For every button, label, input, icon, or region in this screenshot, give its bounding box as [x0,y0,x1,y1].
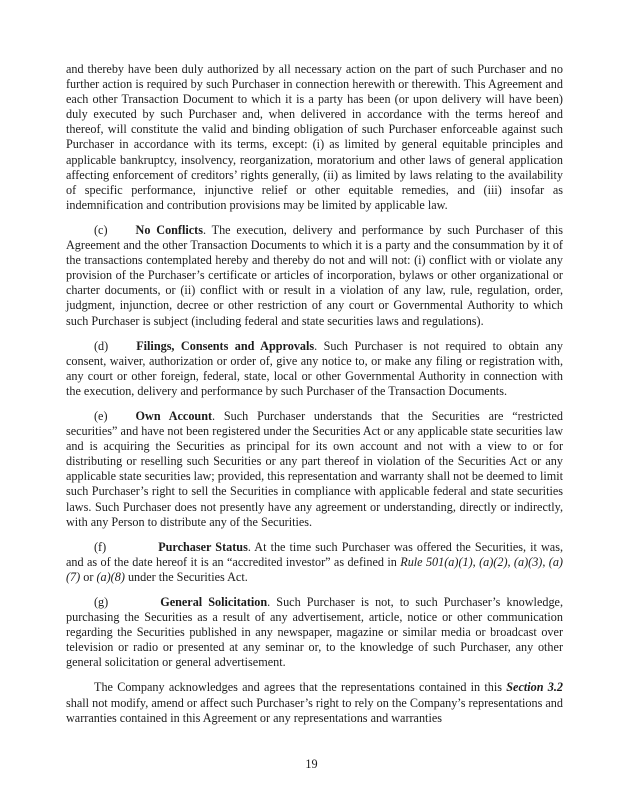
paragraph [66,409,563,530]
tab-spacer [108,419,136,420]
tab-spacer [108,349,136,350]
text-run: Section 3.2 [506,680,563,695]
text-run: Purchaser Status [158,539,248,554]
text-run: . Such Purchaser understands that the Securities are “restricted securities” and have not been registered under the Securities Act or any applicable state securities law and is acquiring the Securities as principal for its own account and not with a view to or for distributing or reselling such Securities or any part thereof in violation of the Securities Act or any applicable state securities law; provided, this representation and warranty shall not be deemed to limit such Purchaser’s right to sell the Securities in compliance with applicable federal and state securities laws. Such Purchaser does not presently have any agreement or understanding, directly or indirectly, with any Person to distribute any of the Securities. [66,408,563,529]
page-number: 19 [305,757,318,771]
paragraph-letter: (c) [94,222,108,237]
text-run: shall not modify, amend or affect such Purchaser’s right to rely on the Company’s representations and warranties contained in this Agreement or any representations and warranties [66,695,563,725]
tab-spacer [108,605,160,606]
text-run: . Such Purchaser is not required to obtain any consent, waiver, authorization or order of, give any notice to, or make any filing or registration with, any court or other foreign, federal, state, local or other Governmental Authority in connection with the execution, delivery and performance by such Purchaser of the Transaction Documents. [66,338,563,398]
paragraph [66,595,563,670]
text-run: or [80,569,97,584]
text-run: (a)(8) [96,569,125,584]
text-run: . The execution, delivery and performance by such Purchaser of this Agreement and the other Transaction Documents to which it is a party and the consummation by it of the transactions contemplated hereby and thereby do not and will not: (i) conflict with or violate any provision of the Purchaser’s certificate or articles of incorporation, bylaws or other organizational or charter documents, or (ii) conflict with or result in a violation of any law, rule, regulation, order, judgment, injunction, decree or other restriction of any court or Governmental Authority to which such Purchaser is subject (including federal and state securities laws and regulations). [66,222,563,328]
paragraph [66,62,563,213]
text-run: under the Securities Act. [124,569,248,584]
paragraph [66,540,563,585]
document-body [66,62,563,726]
paragraph [66,223,563,329]
paragraph-letter: (e) [94,408,108,423]
paragraph [66,680,563,725]
text-run: The Company acknowledges and agrees that the representations contained in this [94,680,507,695]
paragraph [66,339,563,399]
text-run: . Such Purchaser is not, to such Purchaser’s knowledge, purchasing the Securities as a result of any advertisement, article, notice or other communication regarding the Securities published in any newspaper, magazine or similar media or broadcast over television or radio or presented at any seminar or, to the knowledge of such Purchaser, any other general solicitation or general advertisement. [66,595,563,670]
text-run: Rule 501(a)(1), (a)(2), (a)(3), (a)(7) [66,554,563,584]
text-run: Own Account [135,408,213,423]
text-run: and thereby have been duly authorized by all necessary action on the part of such Purchaser and no further action is required by such Purchaser in connection herewith or therewith. This Agreement and each other Transaction Document to which it is a party has been (or upon delivery will have been) duly executed by such Purchaser and, when delivered in accordance with the terms hereof and thereof, will constitute the valid and binding obligation of such Purchaser enforceable against such Purchaser in accordance with its terms, except: (i) as limited by general equitable principles and applicable bankruptcy, insolvency, reorganization, moratorium and other laws of general application affecting enforcement of creditors’ rights generally, (ii) as limited by laws relating to the availability of specific performance, injunctive relief or other equitable remedies, and (iii) insofar as indemnification and contribution provisions may be limited by applicable law. [66,62,563,212]
text-run: Filings, Consents and Approvals [136,338,315,353]
paragraph-letter: (g) [94,595,109,609]
text-run: General Solicitation [160,595,268,609]
tab-spacer [106,550,158,551]
paragraph-letter: (d) [94,338,109,353]
text-run: . At the time such Purchaser was offered the Securities, it was, and as of the date hereof it is an “accredited investor” as defined in [66,539,563,569]
text-run: No Conflicts [135,222,203,237]
paragraph-letter: (f) [94,539,107,554]
tab-spacer [108,233,136,234]
